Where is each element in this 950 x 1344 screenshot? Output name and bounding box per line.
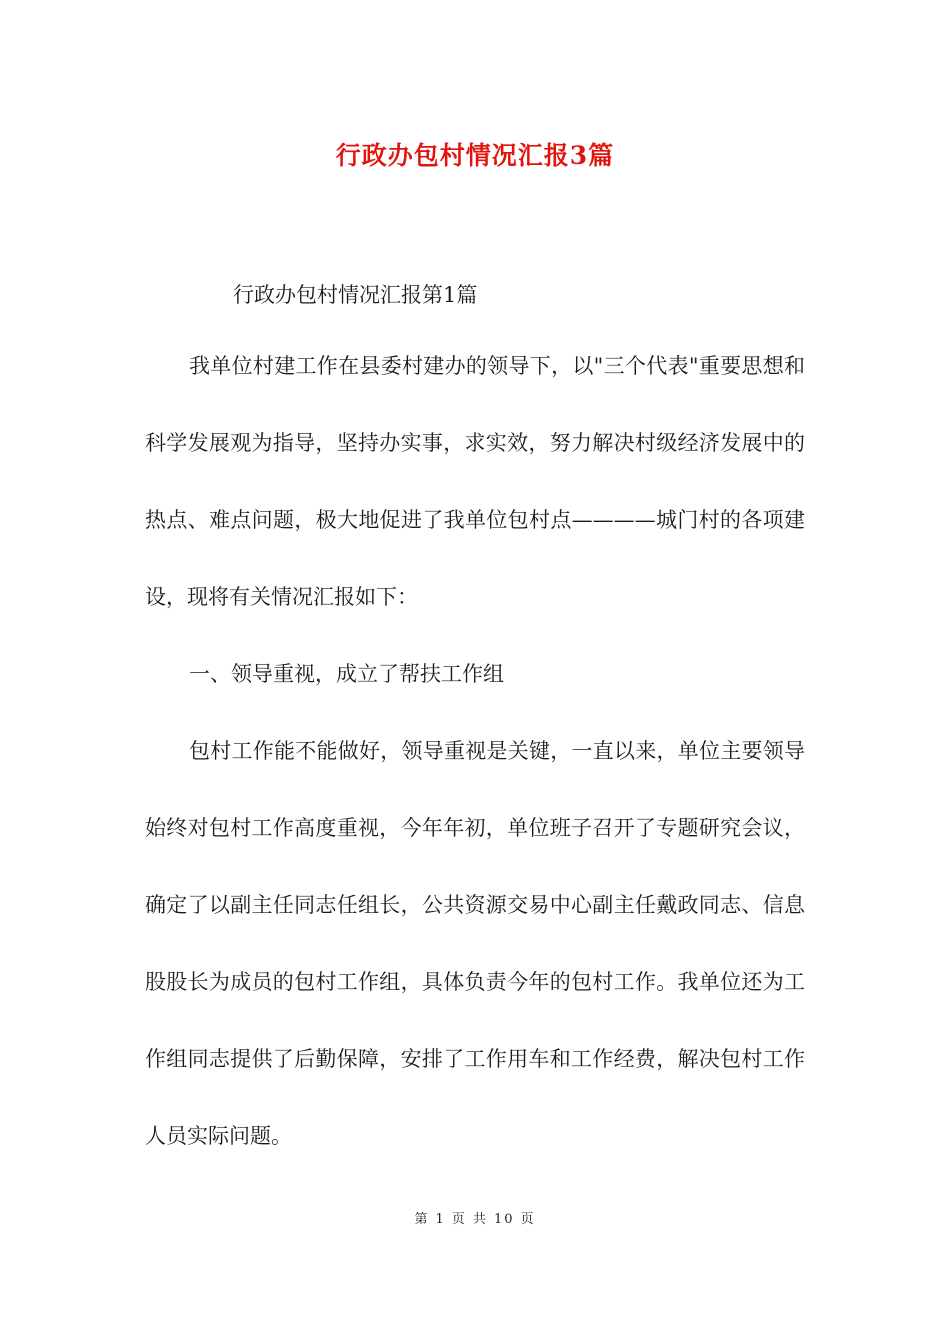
section-heading: 一、领导重视，成立了帮扶工作组: [189, 662, 504, 686]
section-subtitle: 行政办包村情况汇报第1篇: [233, 283, 478, 307]
footer-mid: 页 共: [451, 1212, 488, 1227]
intro-paragraph: 我单位村建工作在县委村建办的领导下，以"三个代表"重要思想和科学发展观为指导，坚持办实事，求实效，努力解决村级经济发展中的热点、难点问题，极大地促进了我单位包村点————城门村的各项建设，现将有关情况汇报如下：: [145, 354, 805, 609]
page-footer: [0, 1208, 950, 1227]
footer-current-page: 1: [435, 1212, 446, 1227]
footer-suffix: 页: [520, 1212, 536, 1227]
footer-prefix: 第: [414, 1212, 430, 1227]
document-body: [145, 328, 805, 1175]
document-title: 行政办包村情况汇报3篇: [335, 141, 615, 170]
footer-total-pages: 10: [493, 1212, 515, 1227]
body-paragraph: 包村工作能不能做好，领导重视是关键，一直以来，单位主要领导始终对包村工作高度重视，今年年初，单位班子召开了专题研究会议，确定了以副主任同志任组长，公共资源交易中心副主任戴政同志、信息股股长为成员的包村工作组，具体负责今年的包村工作。我单位还为工作组同志提供了后勤保障，安排了工作用车和工作经费，解决包村工作人员实际问题。: [145, 739, 805, 1148]
